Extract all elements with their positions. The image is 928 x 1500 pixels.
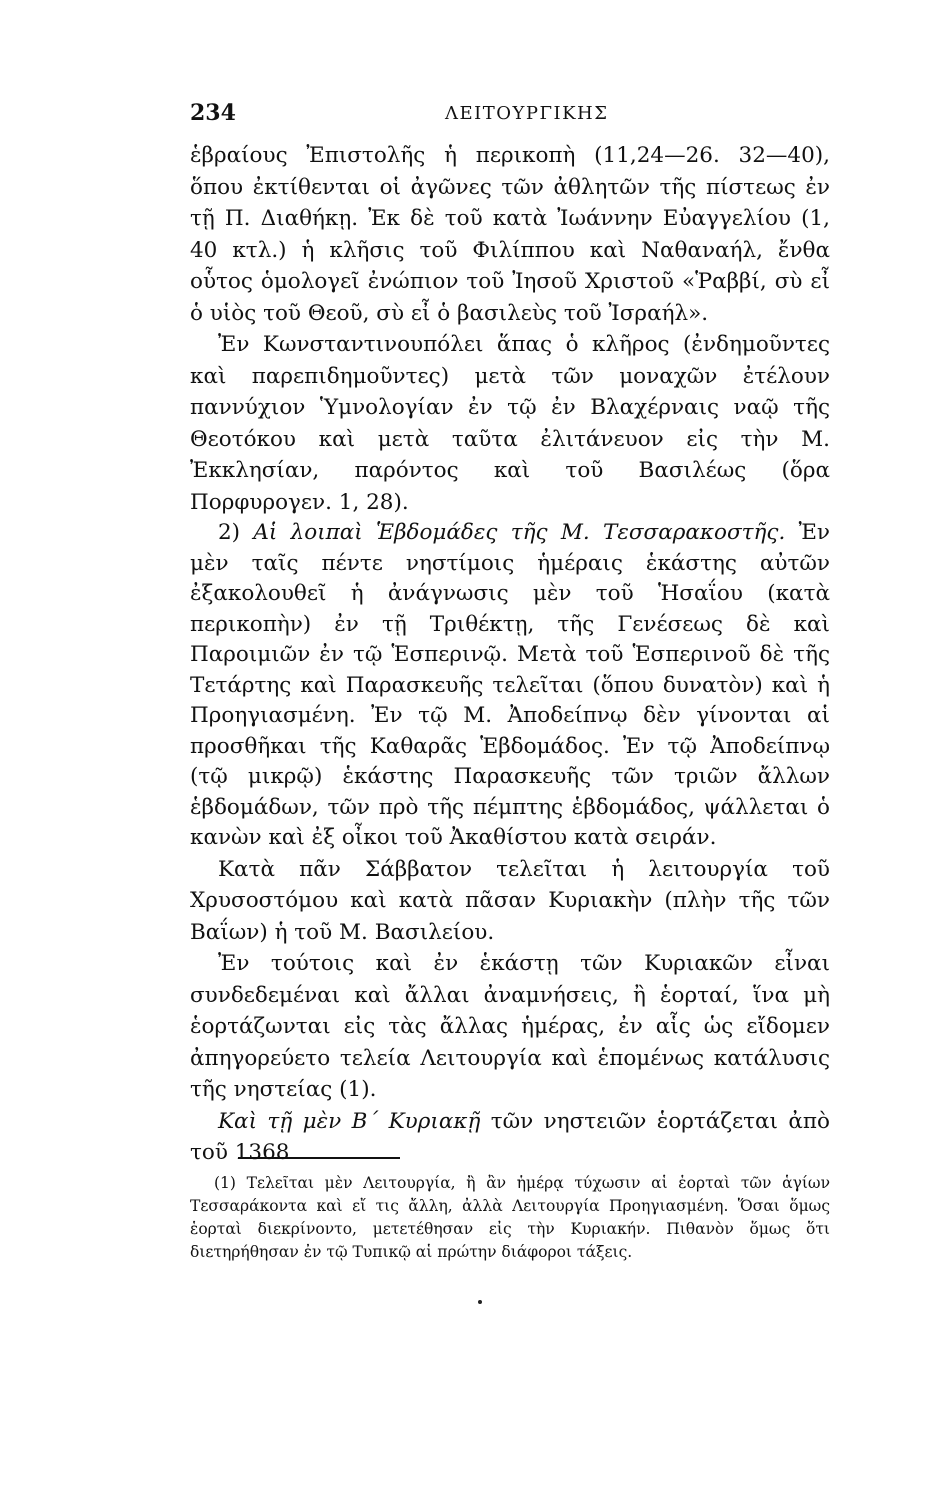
- footnote-text: (1) Τελεῖται μὲν Λειτουργία, ἢ ἂν ἡμέρᾳ τύχωσιν αἱ ἑορταὶ τῶν ἁγίων Τεσσαράκοντα καὶ εἴ τις ἄλλη, ἀλλὰ Λειτουργία Προηγιασμένη. Ὅσαι ὅμως ἑορταὶ διεκρίνοντο, μετετέθησαν εἰς τὴν Κυριακήν. Πιθανὸν ὅμως ὅτι διετηρήθησαν ἐν τῷ Τυπικῷ αἱ πρώτην διάφοροι τάξεις.: [190, 1174, 830, 1261]
- section-number: 2): [218, 520, 254, 545]
- section-heading: Αἱ λοιπαὶ Ἑβδομάδες τῆς Μ. Τεσσαρακοστῆς.: [253, 520, 786, 545]
- page-header: [190, 100, 830, 130]
- page-number: 234: [190, 100, 236, 126]
- body-text: [190, 140, 830, 1169]
- paragraph-3: [190, 518, 830, 854]
- paragraph-4: Κατὰ πᾶν Σάββατον τελεῖται ἡ λειτουργία τοῦ Χρυσοστόμου καὶ κατὰ πᾶσαν Κυριακὴν (πλὴν τῆς τῶν Βαΐων) ἡ τοῦ Μ. Βασιλείου.: [190, 856, 830, 945]
- paragraph-1: ἑβραίους Ἐπιστολῆς ἡ περικοπὴ (11,24—26. 32—40), ὅπου ἐκτίθενται οἱ ἀγῶνες τῶν ἀθλητῶν τῆς πίστεως ἐν τῇ Π. Διαθήκῃ. Ἐκ δὲ τοῦ κατὰ Ἰωάννην Εὐαγγελίου (1, 40 κτλ.) ἡ κλῆσις τοῦ Φιλίππου καὶ Ναθαναήλ, ἔνθα οὗτος ὁμολογεῖ ἐνώπιον τοῦ Ἰησοῦ Χριστοῦ «Ῥαββί, σὺ εἶ ὁ υἱὸς τοῦ Θεοῦ, σὺ εἶ ὁ βασιλεὺς τοῦ Ἰσραήλ».: [190, 143, 830, 326]
- paragraph-3-text: Ἐν μὲν ταῖς πέντε νηστίμοις ἡμέραις ἑκάστης αὐτῶν ἐξακολουθεῖ ἡ ἀνάγνωσις μὲν τοῦ Ἡσαΐου (κατὰ περικοπὴν) ἐν τῇ Τριθέκτῃ, τῆς Γενέσεως δὲ καὶ Παροιμιῶν ἐν τῷ Ἑσπερινῷ. Μετὰ τοῦ Ἑσπερινοῦ δὲ τῆς Τετάρτης καὶ Παρασκευῆς τελεῖται (ὅπου δυνατὸν) καὶ ἡ Προηγιασμένη. Ἐν τῷ Μ. Ἀποδείπνῳ δὲν γίνονται αἱ προσθῆκαι τῆς Καθαρᾶς Ἑβδομάδος. Ἐν τῷ Ἀποδείπνῳ (τῷ μικρῷ) ἑκάστης Παρασκευῆς τῶν τριῶν ἄλλων ἑβδομάδων, τῶν πρὸ τῆς πέμπτης ἑβδομάδος, ψάλλεται ὁ κανὼν καὶ ἐξ οἶκοι τοῦ Ἀκαθίστου κατὰ σειράν.: [190, 520, 830, 850]
- paragraph-6: [190, 1106, 830, 1169]
- footnote-rule: [238, 1157, 400, 1159]
- footnote: [190, 1172, 830, 1264]
- paragraph-5: Ἐν τούτοις καὶ ἐν ἑκάστῃ τῶν Κυριακῶν εἶναι συνδεδεμέναι καὶ ἄλλαι ἀναμνήσεις, ἢ ἑορταί, ἵνα μὴ ἑορτάζωνται εἰς τὰς ἄλλας ἡμέρας, ἐν αἷς ὡς εἴδομεν ἀπηγορεύετο τελεία Λειτουργία καὶ ἑπομένως κατάλυσις τῆς νηστείας (1).: [190, 951, 830, 1102]
- paragraph-6-italic: Καὶ τῇ μὲν Β΄ Κυριακῇ: [218, 1108, 481, 1134]
- running-head: ΛΕΙΤΟΥΡΓΙΚΗΣ: [445, 103, 609, 124]
- paragraph-2: Ἐν Κωνσταντινουπόλει ἅπας ὁ κλῆρος (ἐνδημοῦντες καὶ παρεπιδημοῦντες) μετὰ τῶν μοναχῶν ἐτέλουν παννύχιον Ὑμνολογίαν ἐν τῷ ἐν Βλαχέρναις ναῷ τῆς Θεοτόκου καὶ μετὰ ταῦτα ἐλιτάνευον εἰς τὴν Μ. Ἐκκλησίαν, παρόντος καὶ τοῦ Βασιλέως (ὅρα Πορφυρογεν. 1, 28).: [190, 332, 830, 515]
- ink-dot: [478, 1300, 482, 1304]
- paragraph-6-text: τῶν νηστειῶν ἑορτάζεται ἀπὸ τοῦ 1368: [190, 1108, 830, 1165]
